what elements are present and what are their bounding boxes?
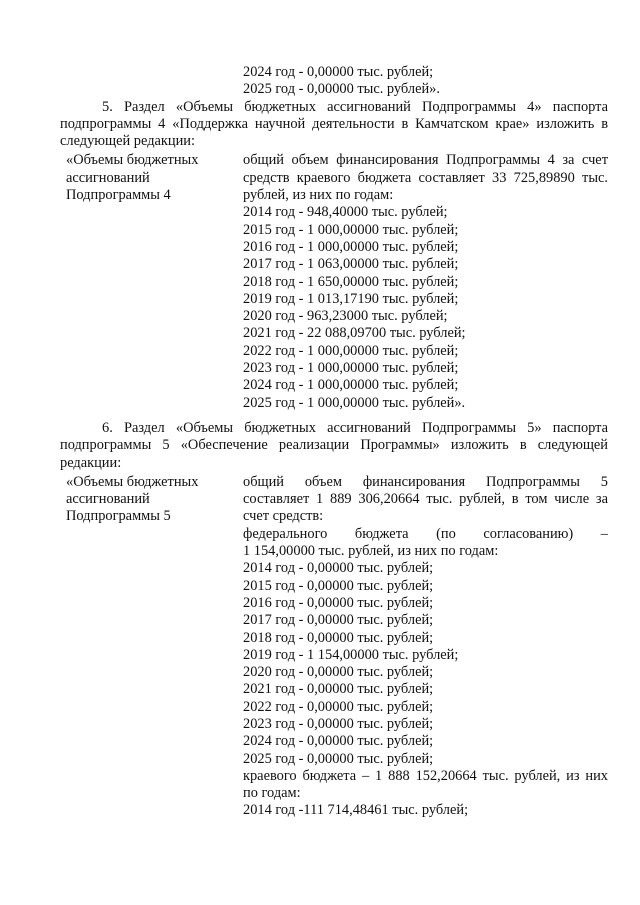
subprogram-5-budget-section — [60, 474, 608, 820]
year-line: 2016 год - 0,00000 тыс. рублей; — [243, 594, 434, 611]
previous-section-tail — [243, 64, 608, 99]
year-line: 2018 год - 0,00000 тыс. рублей; — [243, 629, 434, 646]
year-line: 2021 год - 0,00000 тыс. рублей; — [243, 681, 434, 698]
year-line: 2023 год - 0,00000 тыс. рублей; — [243, 715, 434, 732]
year-line: 2022 год - 1 000,00000 тыс. рублей; — [243, 342, 459, 359]
intro-line: средств краевого бюджета составляет 33 725,89890 тыс. — [243, 169, 608, 186]
year-line: 2021 год - 22 088,09700 тыс. рублей; — [243, 325, 466, 342]
year-line: 2014 год - 0,00000 тыс. рублей; — [243, 560, 434, 577]
intro-line: счет средств: — [243, 508, 324, 525]
label-line: «Объемы бюджетных — [66, 152, 199, 169]
section-label — [60, 474, 243, 820]
paragraph-5: 5. Раздел «Объемы бюджетных ассигнований Подпрограммы 4» паспорта подпрограммы 4 «Поддержка научной деятельности в Камчатском крае» изложить в следующей редакции: — [60, 98, 608, 150]
label-line: Подпрограммы 5 — [66, 508, 171, 525]
section-content — [243, 474, 608, 820]
intro-line: составляет 1 889 306,20664 тыс. рублей, в том числе за — [243, 491, 608, 508]
year-line: 2015 год - 1 000,00000 тыс. рублей; — [243, 221, 459, 238]
year-line: 2025 год - 1 000,00000 тыс. рублей». — [243, 394, 466, 411]
label-line: «Объемы бюджетных — [66, 473, 199, 490]
year-line: 2025 год - 0,00000 тыс. рублей; — [243, 750, 434, 767]
year-line: 2020 год - 0,00000 тыс. рублей; — [243, 664, 434, 681]
label-line: ассигнований — [66, 169, 150, 186]
regional-budget-line: по годам: — [243, 785, 301, 802]
year-line: 2015 год - 0,00000 тыс. рублей; — [243, 577, 434, 594]
section-label — [60, 152, 243, 411]
year-line: 2020 год - 963,23000 тыс. рублей; — [243, 308, 448, 325]
year-line: 2016 год - 1 000,00000 тыс. рублей; — [243, 238, 459, 255]
year-line: 2025 год - 0,00000 тыс. рублей». — [243, 81, 440, 98]
label-line: ассигнований — [66, 491, 150, 508]
document-page — [60, 64, 608, 820]
section-content — [243, 152, 608, 411]
year-line: 2023 год - 1 000,00000 тыс. рублей; — [243, 360, 459, 377]
regional-budget-line: краевого бюджета – 1 888 152,20664 тыс. рублей, из них — [243, 767, 608, 784]
year-line: 2017 год - 1 063,00000 тыс. рублей; — [243, 256, 459, 273]
year-line: 2014 год - 948,40000 тыс. рублей; — [243, 204, 448, 221]
year-line: 2017 год - 0,00000 тыс. рублей; — [243, 612, 434, 629]
paragraph-6: 6. Раздел «Объемы бюджетных ассигнований Подпрограммы 5» паспорта подпрограммы 5 «Обеспечение реализации Программы» изложить в следующей редакции: — [60, 419, 608, 471]
federal-budget-line: 1 154,00000 тыс. рублей, из них по годам: — [243, 543, 499, 560]
intro-line: рублей, из них по годам: — [243, 187, 394, 204]
federal-budget-line: федерального бюджета (по согласованию) – — [243, 525, 608, 542]
intro-line: общий объем финансирования Подпрограммы 4 за счет — [243, 152, 608, 169]
intro-line: общий объем финансирования Подпрограммы 5 — [243, 473, 608, 490]
year-line: 2024 год - 0,00000 тыс. рублей; — [243, 64, 434, 80]
subprogram-4-budget-section — [60, 152, 608, 411]
year-line: 2019 год - 1 013,17190 тыс. рублей; — [243, 290, 459, 307]
year-line: 2019 год - 1 154,00000 тыс. рублей; — [243, 646, 459, 663]
year-line: 2018 год - 1 650,00000 тыс. рублей; — [243, 273, 459, 290]
year-line: 2024 год - 0,00000 тыс. рублей; — [243, 733, 434, 750]
year-line: 2014 год -111 714,48461 тыс. рублей; — [243, 802, 469, 819]
year-line: 2022 год - 0,00000 тыс. рублей; — [243, 698, 434, 715]
label-line: Подпрограммы 4 — [66, 187, 171, 204]
year-line: 2024 год - 1 000,00000 тыс. рублей; — [243, 377, 459, 394]
